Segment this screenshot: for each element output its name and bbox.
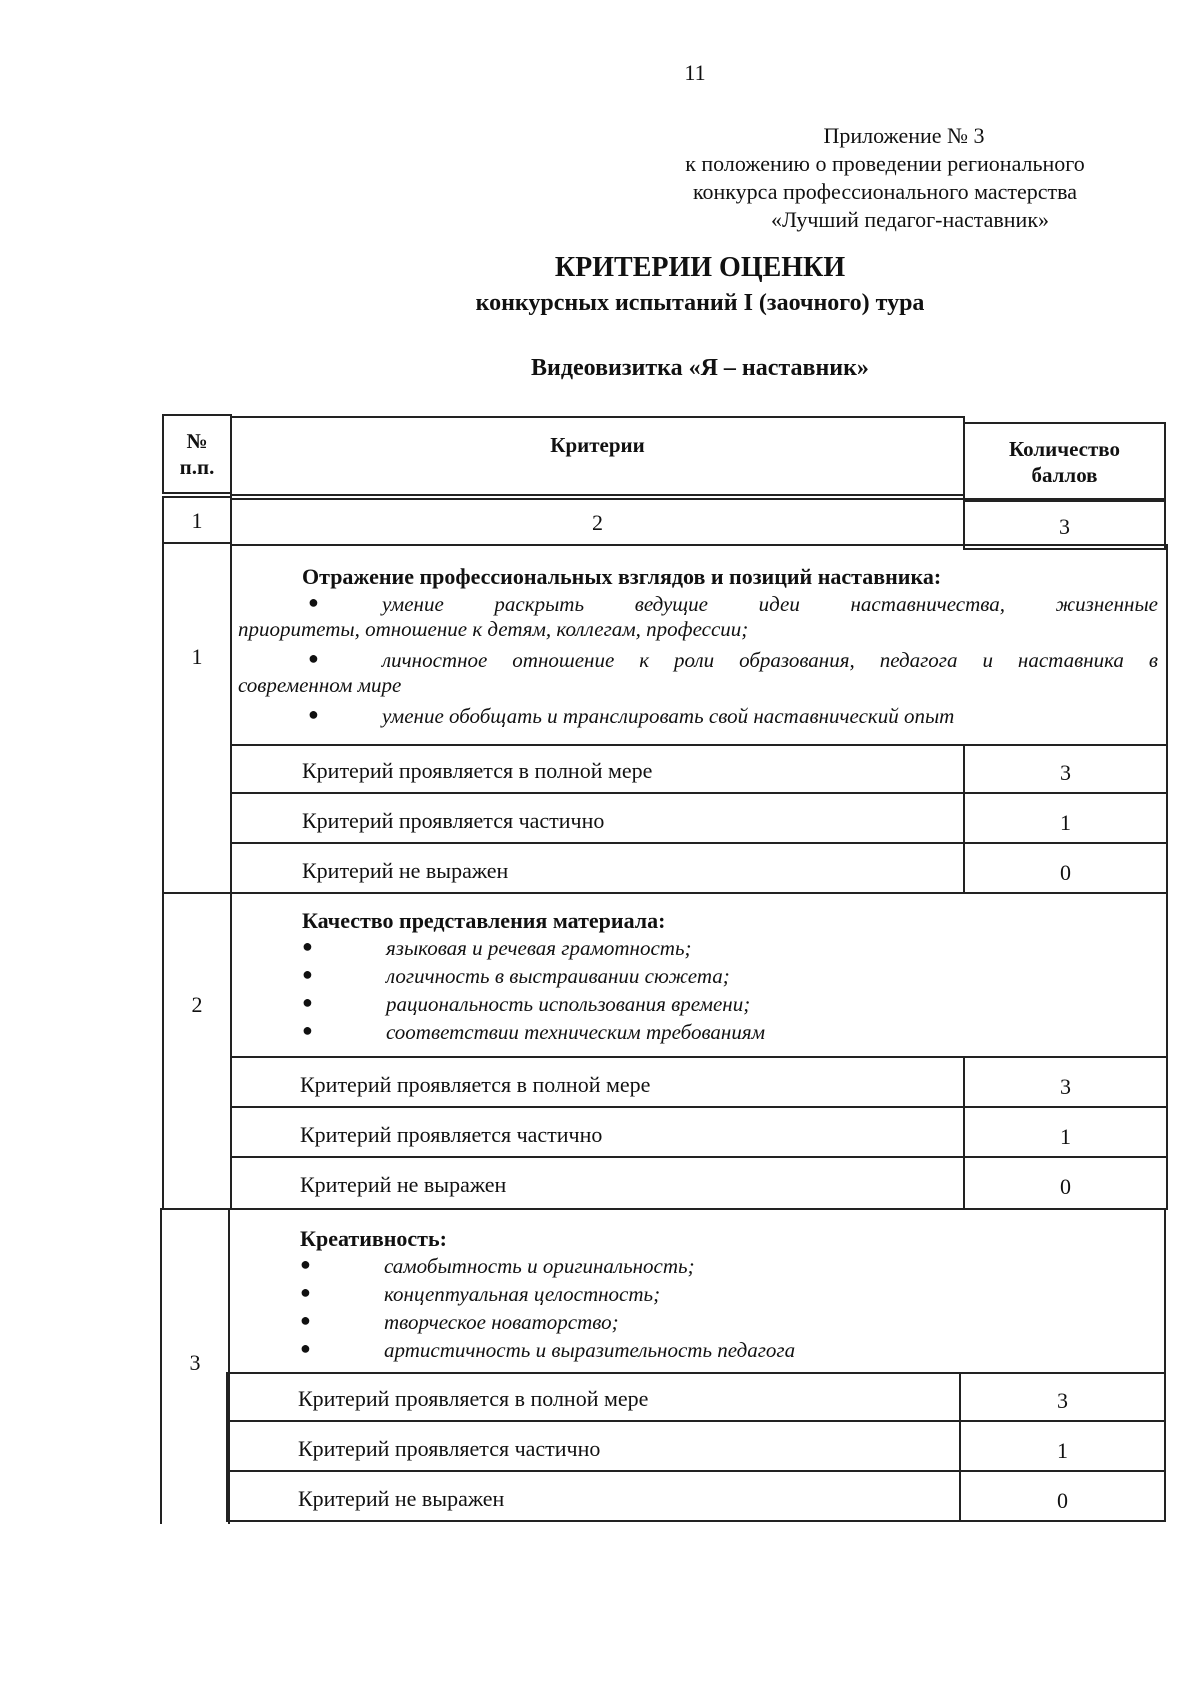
bullet-dot-icon: ● <box>302 1020 313 1040</box>
bullet-dot-icon: ● <box>300 1282 311 1302</box>
header-criteria-cell <box>230 416 965 496</box>
bullet-dot-icon: ● <box>302 992 313 1012</box>
document-subtitle: конкурсных испытаний I (заочного) тура <box>475 290 925 316</box>
section-2-level-2-label-cell <box>230 1106 965 1158</box>
header-criteria-label: Критерии <box>550 433 645 457</box>
appendix-line-2: к положению о проведении регионального <box>685 151 1085 176</box>
bullet-dot-icon: ● <box>302 936 313 956</box>
section-1-level-2-score: 1 <box>1060 810 1071 835</box>
appendix-line-4: «Лучший педагог-наставник» <box>770 207 1050 232</box>
section-1-level-2-label: Критерий проявляется частично <box>302 808 605 833</box>
section-3-number-cell <box>160 1208 230 1524</box>
section-2-level-2-score: 1 <box>1060 1124 1071 1149</box>
section-heading: Видеовизитка «Я – наставник» <box>531 355 869 381</box>
section-3-level-1-label: Критерий проявляется в полной мере <box>298 1386 649 1411</box>
section-3-description-cell <box>228 1208 1166 1374</box>
section-3-number: 3 <box>189 1350 201 1375</box>
section-2-level-3-score-cell <box>963 1156 1168 1210</box>
section-1-bullet-1-line-2: приоритеты, отношение к детям, коллегам, профессии; <box>238 617 749 641</box>
section-1-bullet-2-line-2: современном мире <box>238 673 402 697</box>
section-3-bullet-2-text: концептуальная целостность; <box>384 1282 661 1306</box>
section-3-bullet-4 <box>300 1338 795 1363</box>
section-1-level-2-label-cell <box>230 792 965 844</box>
section-1-title: Отражение профессиональных взглядов и позиций наставника: <box>302 564 942 589</box>
colnum-3: 3 <box>1059 514 1070 539</box>
section-1-level-1-label-cell <box>230 744 965 794</box>
header-num-cell <box>162 414 232 494</box>
section-1-level-3-score-cell <box>963 842 1168 894</box>
section-1-bullet-2-line-1: личностное отношение к роли образования, педагога и наставника в <box>382 648 1158 672</box>
appendix-line-1: Приложение № 3 <box>823 123 985 148</box>
section-1-level-3-label-cell <box>230 842 965 894</box>
section-3-bullet-3-text: творческое новаторство; <box>384 1310 619 1334</box>
colnum-1: 1 <box>191 508 203 533</box>
header-score-label-1: Количество <box>1008 437 1121 461</box>
section-1-description-cell <box>230 544 1168 746</box>
section-3-level-3-score-cell <box>959 1470 1166 1522</box>
bullet-dot-icon: ● <box>308 704 319 724</box>
section-1-level-1-label: Критерий проявляется в полной мере <box>302 758 653 783</box>
section-1-level-1-score-cell <box>963 744 1168 794</box>
section-3-bullet-4-text: артистичность и выразительность педагога <box>384 1338 796 1362</box>
section-3-title: Креативность: <box>300 1226 447 1251</box>
bullet-dot-icon: ● <box>302 964 313 984</box>
section-2-level-1-score-cell <box>963 1056 1168 1108</box>
section-1-number: 1 <box>191 644 203 669</box>
header-num-label: п.п. <box>179 455 215 479</box>
section-1-bullet-1-line-1: умение раскрыть ведущие идеи наставничества, жизненные <box>382 592 1158 616</box>
section-2-description-cell <box>230 892 1168 1058</box>
section-2-level-2-label: Критерий проявляется частично <box>300 1122 603 1147</box>
section-3-bullet-1-text: самобытность и оригинальность; <box>384 1254 695 1278</box>
bullet-dot-icon: ● <box>300 1338 311 1358</box>
section-2-bullet-1 <box>302 936 692 961</box>
section-2-bullet-3-text: рациональность использования времени; <box>386 992 751 1016</box>
appendix-line-3: конкурса профессионального мастерства <box>692 179 1078 204</box>
header-score-cell <box>963 422 1166 500</box>
section-2-level-3-score: 0 <box>1060 1174 1071 1199</box>
section-3-level-3-label-cell <box>226 1470 961 1522</box>
section-3-bullet-3 <box>300 1310 619 1335</box>
section-3-level-2-label-cell <box>226 1420 961 1472</box>
bullet-dot-icon: ● <box>300 1254 311 1274</box>
header-num-symbol: № <box>186 429 208 453</box>
page-number: 11 <box>684 60 706 85</box>
section-2-number-cell <box>162 892 232 1210</box>
section-1-level-3-label: Критерий не выражен <box>302 858 509 883</box>
document-title: КРИТЕРИИ ОЦЕНКИ <box>554 252 846 283</box>
bullet-dot-icon: ● <box>300 1310 311 1330</box>
section-2-bullet-4 <box>302 1020 765 1045</box>
section-2-number: 2 <box>191 992 203 1017</box>
section-3-level-2-label: Критерий проявляется частично <box>298 1436 601 1461</box>
section-2-title: Качество представления материала: <box>302 908 666 933</box>
section-3-level-1-label-cell <box>226 1372 961 1422</box>
section-2-bullet-2 <box>302 964 730 989</box>
section-1-level-2-score-cell <box>963 792 1168 844</box>
section-2-level-2-score-cell <box>963 1106 1168 1158</box>
colnum-cell-2 <box>230 498 965 546</box>
section-3-level-2-score: 1 <box>1057 1438 1068 1463</box>
colnum-2: 2 <box>592 510 603 535</box>
section-2-level-1-label-cell <box>230 1056 965 1108</box>
section-1-bullet-3 <box>238 704 1158 729</box>
section-2-bullet-4-text: соответствии техническим требованиям <box>386 1020 765 1044</box>
section-3-level-3-score: 0 <box>1057 1488 1068 1513</box>
appendix-note <box>640 122 1130 234</box>
colnum-cell-1 <box>162 496 232 544</box>
section-2-level-1-score: 3 <box>1060 1074 1071 1099</box>
section-2-level-1-label: Критерий проявляется в полной мере <box>300 1072 651 1097</box>
section-2-bullet-2-text: логичность в выстраивании сюжета; <box>386 964 730 988</box>
section-1-number-cell <box>162 542 232 894</box>
section-1-bullet-2 <box>238 648 1158 698</box>
bullet-dot-icon: ● <box>308 648 319 668</box>
section-1-bullet-3-text: умение обобщать и транслировать свой наставнический опыт <box>382 704 955 728</box>
header-score-label-2: баллов <box>1031 463 1098 487</box>
section-3-bullet-2 <box>300 1282 660 1307</box>
section-3-bullet-1 <box>300 1254 695 1279</box>
section-2-bullet-3 <box>302 992 750 1017</box>
section-2-bullet-1-text: языковая и речевая грамотность; <box>386 936 692 960</box>
section-1-level-1-score: 3 <box>1060 760 1071 785</box>
section-2-level-3-label-cell <box>230 1156 965 1210</box>
colnum-cell-3 <box>963 500 1166 550</box>
section-3-level-1-score-cell <box>959 1372 1166 1422</box>
section-3-level-1-score: 3 <box>1057 1388 1068 1413</box>
section-3-level-3-label: Критерий не выражен <box>298 1486 505 1511</box>
bullet-dot-icon: ● <box>308 592 319 612</box>
section-3-level-2-score-cell <box>959 1420 1166 1472</box>
section-1-level-3-score: 0 <box>1060 860 1071 885</box>
section-2-level-3-label: Критерий не выражен <box>300 1172 507 1197</box>
section-1-bullet-1 <box>238 592 1158 642</box>
